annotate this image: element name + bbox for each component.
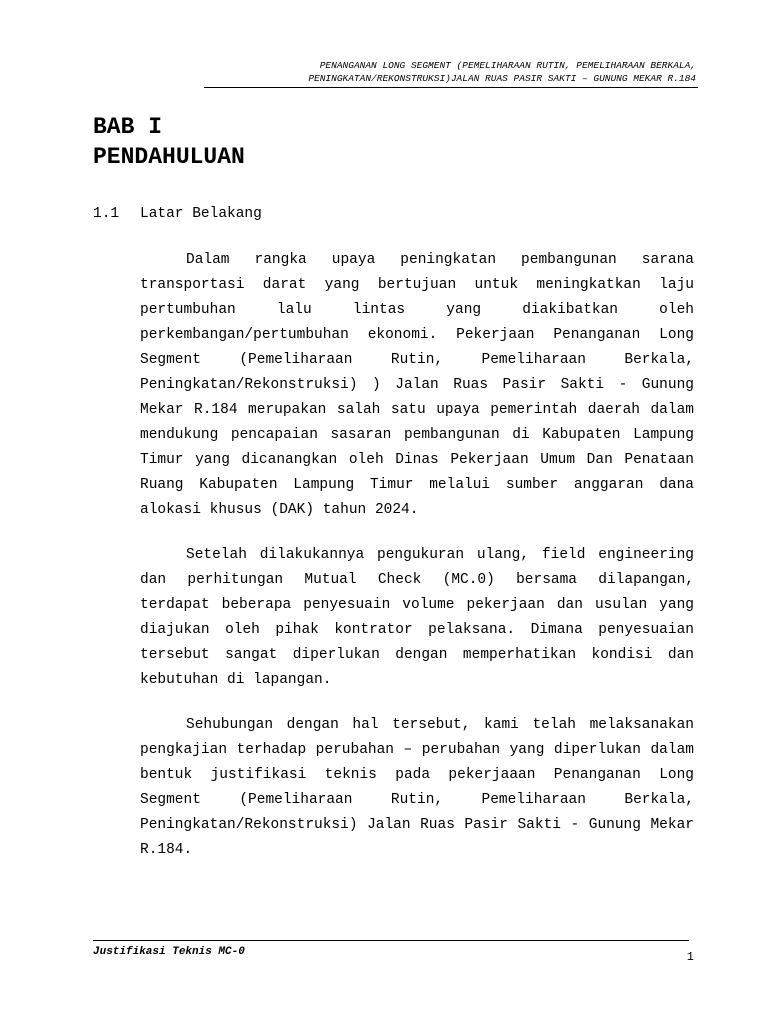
chapter-title: PENDAHULUAN xyxy=(93,144,245,170)
footer-divider xyxy=(93,940,689,941)
header-divider xyxy=(204,87,698,88)
running-header-line-2: PENINGKATAN/REKONSTRUKSI)JALAN RUAS PASIR SAKTI – GUNUNG MEKAR R.184 xyxy=(308,73,696,84)
paragraph-1: Dalam rangka upaya peningkatan pembangunan sarana transportasi darat yang bertujuan untuk meningkatkan laju pertumbuhan lalu lintas yang diakibatkan oleh perkembangan/pertumbuhan ekonomi. Pekerjaan Penanganan Long Segment (Pemeliharaan Rutin, Pemeliharaan Berkala, Peningkatan/Rekonstruksi) ) Jalan Ruas Pasir Sakti - Gunung Mekar R.184 merupakan salah satu upaya pemerintah daerah dalam mendukung pencapaian sasaran pembangunan di Kabupaten Lampung Timur yang dicanangkan oleh Dinas Pekerjaan Umum Dan Penataan Ruang Kabupaten Lampung Timur melalui sumber anggaran dana alokasi khusus (DAK) tahun 2024. xyxy=(140,252,694,518)
chapter-heading xyxy=(93,112,245,172)
running-header-line-1: PENANGANAN LONG SEGMENT (PEMELIHARAAN RUTIN, PEMELIHARAAN BERKALA, xyxy=(319,60,696,71)
paragraph-3: Sehubungan dengan hal tersebut, kami telah melaksanakan pengkajian terhadap perubahan – perubahan yang diperlukan dalam bentuk justifikasi teknis pada pekerjaaan Penanganan Long Segment (Pemeliharaan Rutin, Pemeliharaan Berkala, Peningkatan/Rekonstruksi) Jalan Ruas Pasir Sakti - Gunung Mekar R.184. xyxy=(140,717,694,858)
section-title: Latar Belakang xyxy=(140,206,262,222)
section-heading xyxy=(93,204,262,224)
running-header xyxy=(76,59,696,85)
footer-document-title: Justifikasi Teknis MC-0 xyxy=(93,946,245,958)
section-number: 1.1 xyxy=(93,206,120,222)
chapter-number: BAB I xyxy=(93,114,163,140)
page-number: 1 xyxy=(686,950,694,964)
paragraph-2: Setelah dilakukannya pengukuran ulang, field engineering dan perhitungan Mutual Check (MC.0) bersama dilapangan, terdapat beberapa penyesuain volume pekerjaan dan usulan yang diajukan oleh pihak kontrator pelaksana. Dimana penyesuaian tersebut sangat diperlukan dengan memperhatikan kondisi dan kebutuhan di lapangan. xyxy=(140,547,694,688)
